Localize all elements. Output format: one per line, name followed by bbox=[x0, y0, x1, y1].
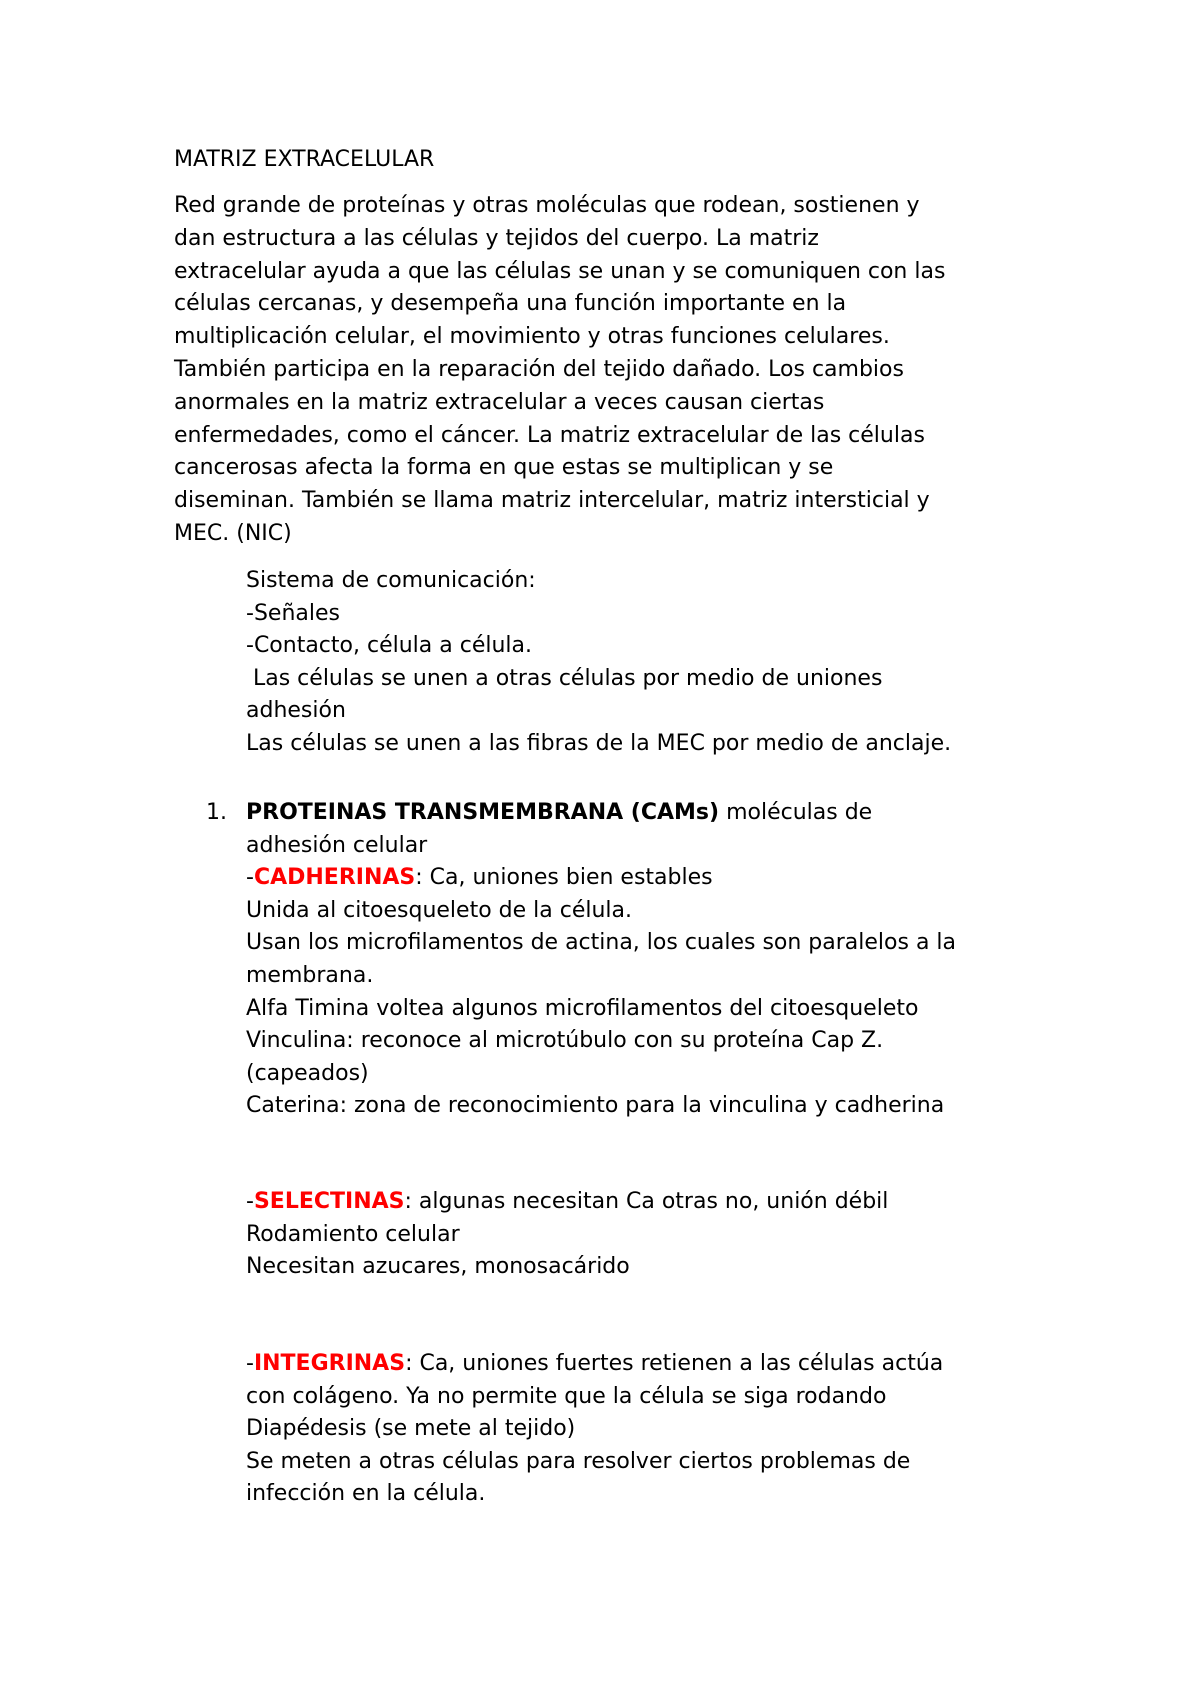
cadherinas-line: Usan los microfilamentos de actina, los cuales son paralelos a la bbox=[246, 930, 957, 956]
integrinas-heading bbox=[246, 1348, 1086, 1381]
cadherinas-rest: : Ca, uniones bien estables bbox=[415, 865, 713, 891]
intro-paragraph bbox=[174, 190, 1054, 551]
selectinas-dash: - bbox=[246, 1189, 254, 1214]
intro-line: multiplicación celular, el movimiento y otras funciones celulares. bbox=[174, 324, 890, 350]
document-title: MATRIZ EXTRACELULAR bbox=[174, 147, 435, 172]
list-item-number: 1. bbox=[206, 800, 227, 825]
cadherinas-line: Vinculina: reconoce al microtúbulo con su proteína Cap Z. bbox=[246, 1028, 884, 1054]
intro-line: anormales en la matriz extracelular a veces causan ciertas bbox=[174, 389, 825, 415]
cadherinas-line: Unida al citoesqueleto de la célula. bbox=[246, 897, 632, 923]
integrinas-rest: : Ca, uniones fuertes retienen a las células actúa bbox=[405, 1351, 944, 1376]
integrinas-line: Se meten a otras células para resolver ciertos problemas de bbox=[246, 1448, 911, 1474]
communication-item: -Contacto, célula a célula. bbox=[246, 633, 532, 659]
selectinas-line: Rodamiento celular bbox=[246, 1221, 460, 1247]
communication-line: adhesión bbox=[246, 698, 346, 724]
communication-heading: Sistema de comunicación: bbox=[246, 568, 536, 593]
cadherinas-line: (capeados) bbox=[246, 1060, 369, 1086]
section-heading-rest: moléculas de bbox=[719, 800, 873, 825]
intro-line: células cercanas, y desempeña una función importante en la bbox=[174, 291, 847, 317]
cadherinas-line: Alfa Timina voltea algunos microfilamentos del citoesqueleto bbox=[246, 995, 919, 1021]
intro-line: Red grande de proteínas y otras moléculas que rodean, sostienen y bbox=[174, 193, 920, 218]
integrinas-section bbox=[246, 1348, 1086, 1511]
intro-line: MEC. (NIC) bbox=[174, 520, 292, 546]
integrinas-line: Diapédesis (se mete al tejido) bbox=[246, 1416, 576, 1442]
intro-line: dan estructura a las células y tejidos del cuerpo. La matriz bbox=[174, 225, 819, 251]
intro-line: También participa en la reparación del tejido dañado. Los cambios bbox=[174, 356, 904, 382]
intro-line: enfermedades, como el cáncer. La matriz extracelular de las células bbox=[174, 422, 925, 448]
integrinas-dash: - bbox=[246, 1351, 254, 1376]
section-proteinas-transmembrana bbox=[246, 797, 1086, 1123]
selectinas-heading bbox=[246, 1186, 1086, 1219]
communication-item: -Señales bbox=[246, 600, 340, 626]
selectinas-section bbox=[246, 1186, 1086, 1284]
section-heading bbox=[246, 797, 1086, 830]
intro-line: extracelular ayuda a que las células se unan y se comuniquen con las bbox=[174, 258, 946, 284]
integrinas-line: infección en la célula. bbox=[246, 1481, 486, 1507]
section-heading-bold: PROTEINAS TRANSMEMBRANA (CAMs) bbox=[246, 800, 720, 825]
section-heading-line: adhesión celular bbox=[246, 832, 428, 858]
communication-line: Las células se unen a otras células por medio de uniones bbox=[246, 665, 883, 691]
cadherinas-line: Caterina: zona de reconocimiento para la vinculina y cadherina bbox=[246, 1093, 945, 1119]
integrinas-line: con colágeno. Ya no permite que la célula se siga rodando bbox=[246, 1383, 887, 1409]
cadherinas-dash: - bbox=[246, 865, 254, 891]
intro-line: cancerosas afecta la forma en que estas se multiplican y se bbox=[174, 455, 834, 481]
selectinas-line: Necesitan azucares, monosacárido bbox=[246, 1254, 630, 1280]
selectinas-name: SELECTINAS bbox=[253, 1189, 405, 1214]
cadherinas-line: membrana. bbox=[246, 962, 374, 988]
integrinas-name: INTEGRINAS bbox=[253, 1351, 406, 1376]
communication-section bbox=[246, 565, 1086, 761]
selectinas-rest: : algunas necesitan Ca otras no, unión débil bbox=[404, 1189, 889, 1214]
cadherinas-heading bbox=[246, 862, 1086, 895]
communication-line: Las células se unen a las fibras de la MEC por medio de anclaje. bbox=[246, 730, 952, 756]
cadherinas-name: CADHERINAS bbox=[253, 865, 416, 891]
intro-line: diseminan. También se llama matriz intercelular, matriz intersticial y bbox=[174, 488, 930, 514]
